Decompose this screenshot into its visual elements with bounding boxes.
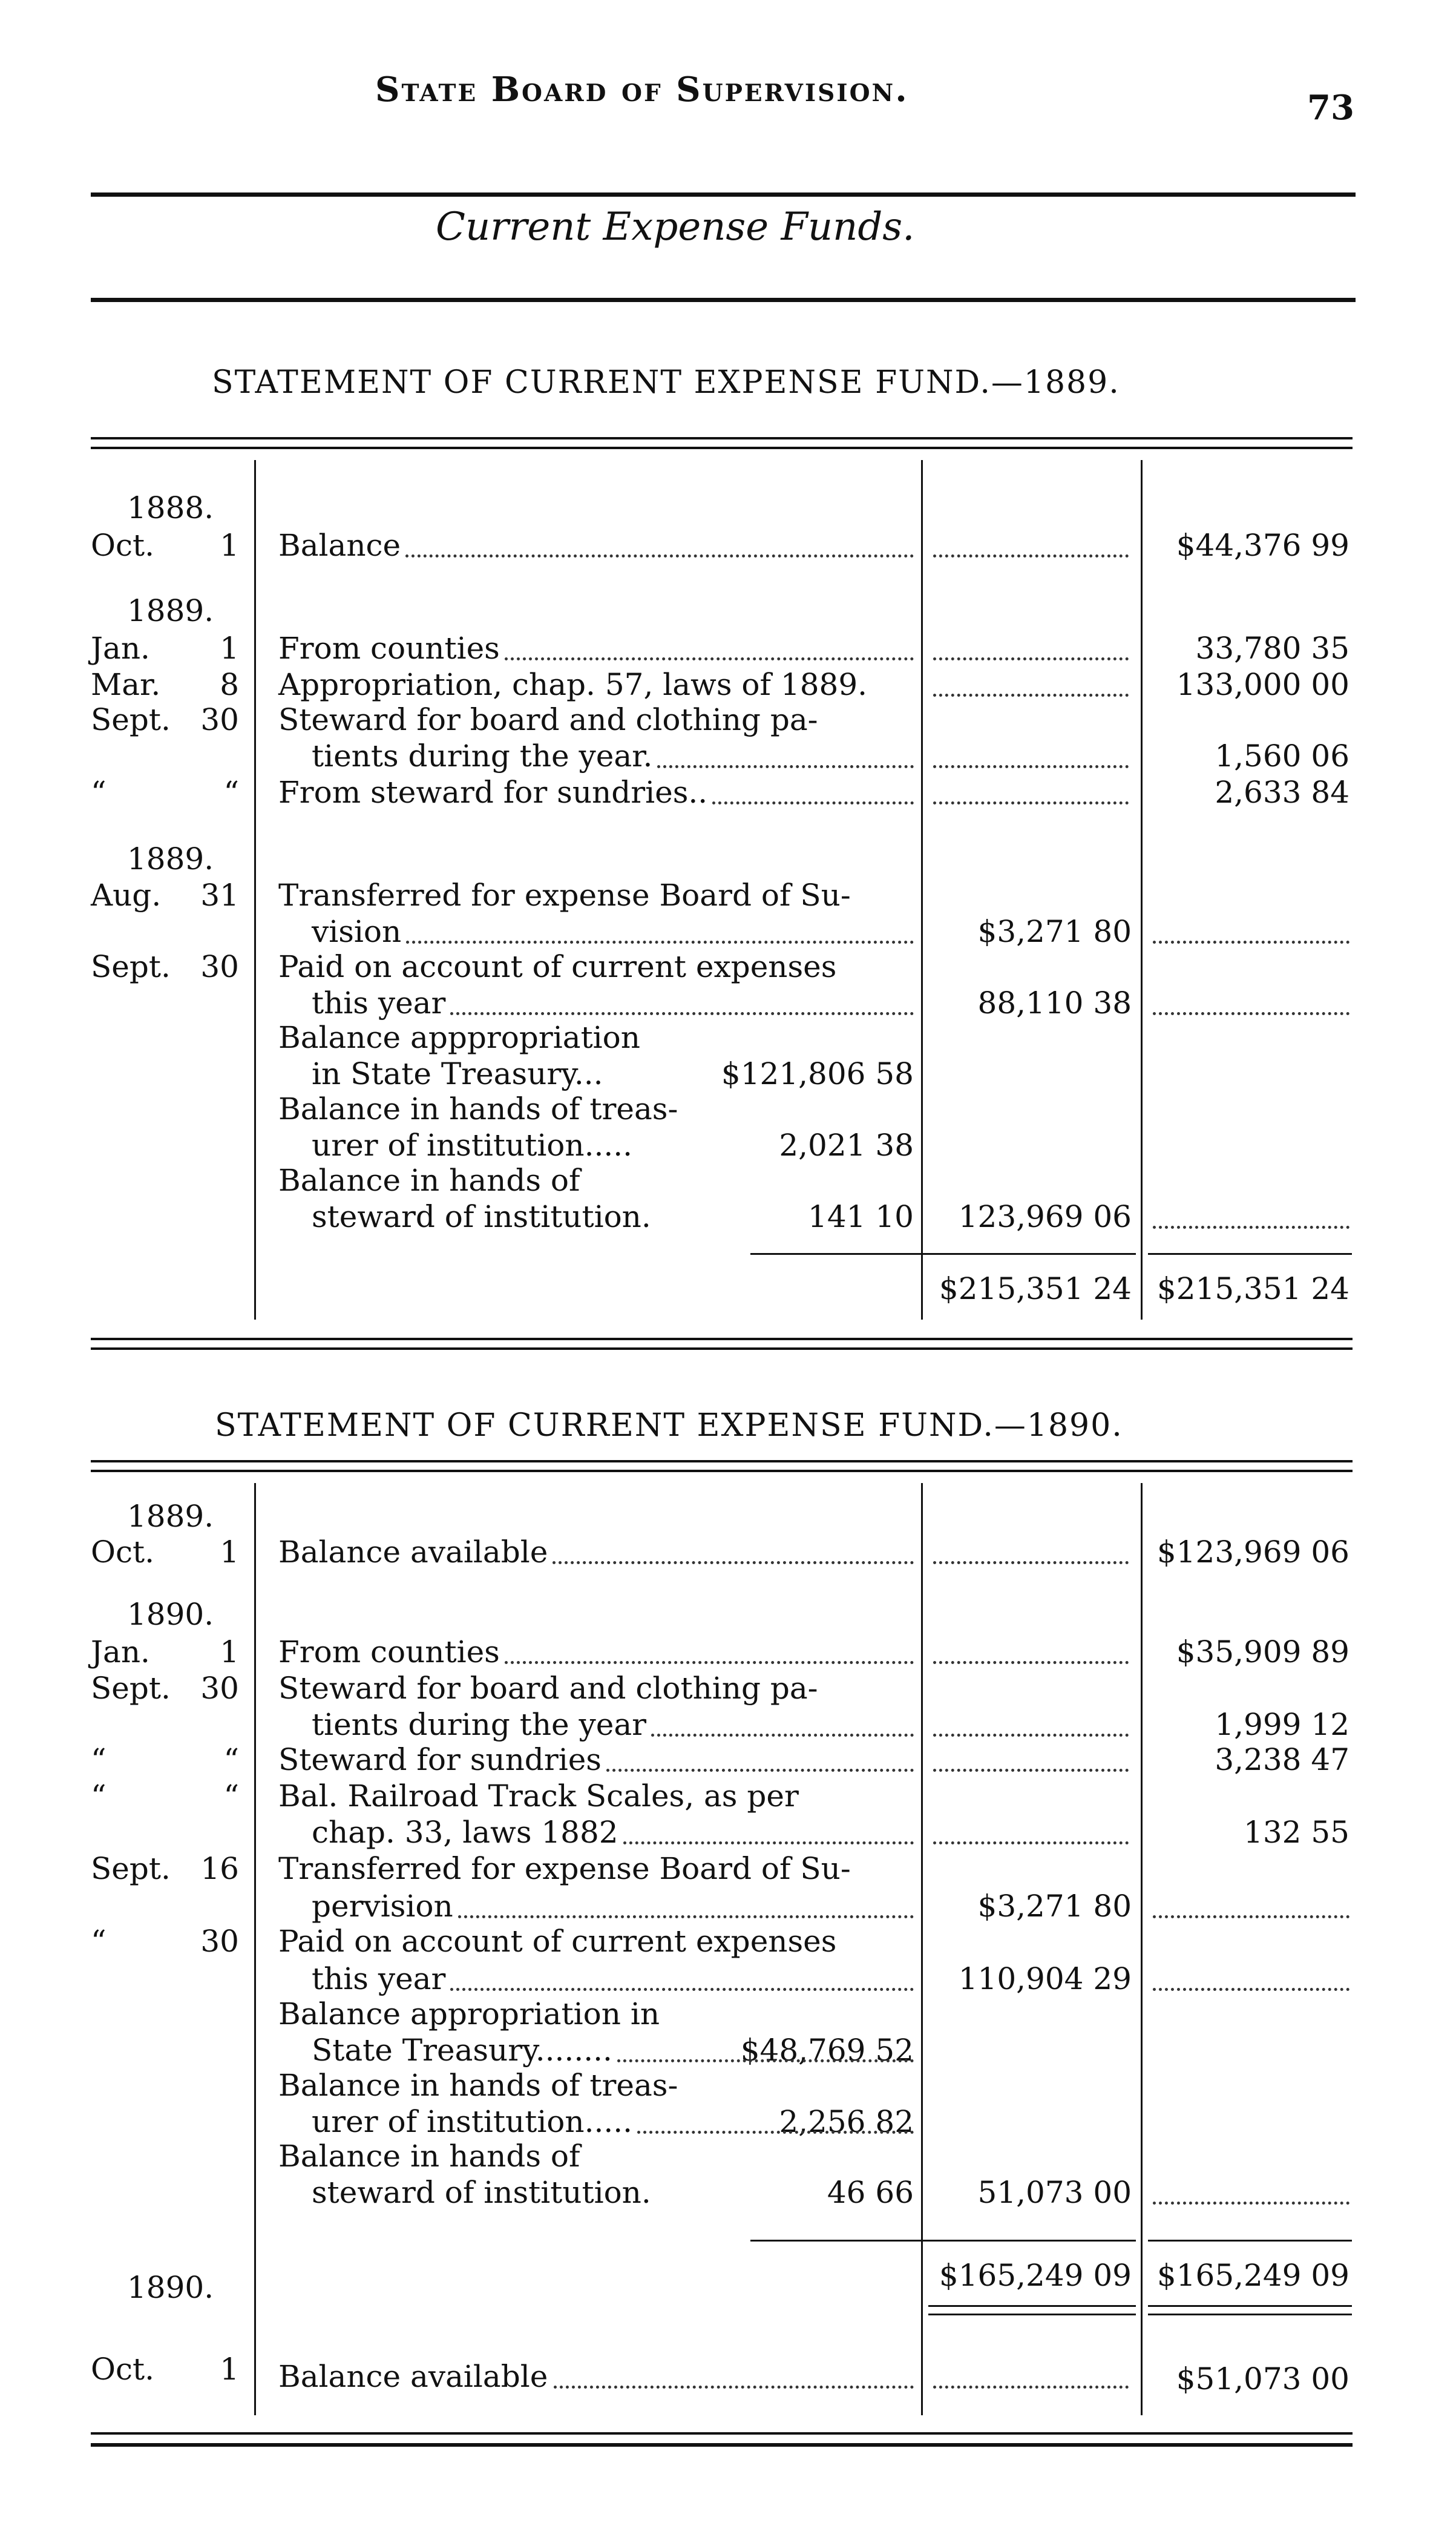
column-rule xyxy=(1141,1483,1143,2415)
statement-1890-rule-bottom-2 xyxy=(91,2443,1353,2447)
leader-dots xyxy=(933,1734,1129,1737)
date-day: “ xyxy=(223,775,239,810)
amount-debit: 88,110 38 xyxy=(977,985,1132,1021)
header-rule-top xyxy=(91,192,1356,197)
date-month: 1889. xyxy=(127,1499,214,1534)
date-month: Mar. xyxy=(91,667,161,702)
statement-1889-rule-bottom-2 xyxy=(91,1347,1353,1350)
total-debit: $165,249 09 xyxy=(939,2258,1132,2293)
leader-dots xyxy=(406,941,914,944)
statement-1889-rule-top-2 xyxy=(91,447,1353,449)
leader-dots xyxy=(1153,1915,1349,1918)
total-credit: $215,351 24 xyxy=(1156,1271,1349,1306)
column-rule xyxy=(254,460,256,1320)
leader-dots xyxy=(1153,1226,1349,1229)
leader-dots xyxy=(1153,2202,1349,2205)
amount-detail: 2,021 38 xyxy=(779,1128,914,1163)
leader-dots xyxy=(933,765,1129,768)
entry-description: steward of institution. xyxy=(312,2175,651,2210)
sum-rule xyxy=(928,2240,1136,2242)
leader-dots xyxy=(933,554,1129,558)
entry-description: urer of institution..... xyxy=(312,1128,633,1163)
total-double-rule xyxy=(1148,2314,1352,2315)
amount-credit: 33,780 35 xyxy=(1195,631,1349,666)
statement-1890-rule-top-1 xyxy=(91,1460,1353,1462)
amount-credit: $44,376 99 xyxy=(1176,528,1349,563)
amount-debit: 110,904 29 xyxy=(958,1961,1132,1996)
date-month: “ xyxy=(91,1924,107,1959)
leader-dots xyxy=(450,1988,914,1991)
sum-rule xyxy=(1148,2240,1352,2242)
entry-description: Balance in hands of xyxy=(278,2139,580,2174)
page-number: 73 xyxy=(1307,88,1354,128)
leader-dots xyxy=(617,2059,914,2062)
leader-dots xyxy=(450,1012,914,1015)
amount-credit: 133,000 00 xyxy=(1176,667,1349,702)
entry-description: Balance in hands of xyxy=(278,1163,580,1198)
date-month: 1888. xyxy=(127,490,214,525)
running-title: State Board of Supervision. xyxy=(375,70,909,110)
entry-description: vision xyxy=(312,914,402,949)
date-month: Sept. xyxy=(91,1671,171,1706)
column-rule xyxy=(254,1483,256,2415)
sum-rule xyxy=(928,1253,1136,1255)
date-day: “ xyxy=(223,1778,239,1814)
leader-dots xyxy=(553,1561,914,1564)
amount-credit: $123,969 06 xyxy=(1156,1535,1349,1570)
date-day: 1 xyxy=(220,528,239,563)
date-month: Jan. xyxy=(91,631,150,666)
amount-credit: 1,560 06 xyxy=(1215,738,1349,774)
date-month: Sept. xyxy=(91,702,171,737)
amount-credit: 1,999 12 xyxy=(1215,1707,1349,1742)
date-day: 30 xyxy=(200,1671,239,1706)
leader-dots xyxy=(637,2131,914,2134)
entry-description: Balance available xyxy=(278,1535,548,1570)
date-day: “ xyxy=(223,1742,239,1777)
entry-description: Balance xyxy=(278,528,401,563)
amount-credit: 3,238 47 xyxy=(1215,1742,1349,1777)
total-double-rule xyxy=(928,2314,1136,2315)
date-day: 30 xyxy=(200,702,239,737)
amount-debit: 51,073 00 xyxy=(977,2175,1132,2210)
entry-description: Steward for sundries xyxy=(278,1742,602,1777)
statement-1889-table xyxy=(91,460,1353,1320)
statement-1889-rule-top-1 xyxy=(91,437,1353,439)
amount-detail: $121,806 58 xyxy=(721,1056,914,1091)
entry-description: this year xyxy=(312,985,446,1021)
date-month: “ xyxy=(91,1742,107,1777)
entry-description: Paid on account of current expenses xyxy=(278,949,837,984)
entry-description: Transferred for expense Board of Su- xyxy=(278,878,851,913)
sum-rule xyxy=(750,2240,932,2242)
statement-1889-title: STATEMENT OF CURRENT EXPENSE FUND.—1889. xyxy=(212,364,1120,401)
leader-dots xyxy=(933,657,1129,660)
date-month: Oct. xyxy=(91,2352,154,2387)
leader-dots xyxy=(933,694,1129,697)
statement-1890-rule-bottom-1 xyxy=(91,2432,1353,2435)
date-day: 1 xyxy=(220,1535,239,1570)
amount-debit: 123,969 06 xyxy=(958,1199,1132,1234)
date-month: Sept. xyxy=(91,1851,171,1886)
entry-description: pervision xyxy=(312,1889,453,1924)
leader-dots xyxy=(933,1661,1129,1664)
amount-debit: $3,271 80 xyxy=(977,1889,1132,1924)
total-debit: $215,351 24 xyxy=(939,1271,1132,1306)
date-month: Jan. xyxy=(91,1634,150,1669)
entry-description: Balance available xyxy=(278,2359,548,2394)
leader-dots xyxy=(933,1561,1129,1564)
date-day: 1 xyxy=(220,1634,239,1669)
leader-dots xyxy=(933,2386,1129,2389)
amount-detail: 2,256 82 xyxy=(779,2104,914,2139)
date-month: Sept. xyxy=(91,949,171,984)
entry-description: tients during the year. xyxy=(312,738,653,774)
date-month: Aug. xyxy=(91,878,162,913)
entry-description: steward of institution. xyxy=(312,1199,651,1234)
entry-description: From steward for sundries.. xyxy=(278,775,708,810)
leader-dots xyxy=(623,1841,914,1844)
entry-description: Appropriation, chap. 57, laws of 1889. xyxy=(278,667,868,702)
date-month: “ xyxy=(91,1778,107,1814)
leader-dots xyxy=(933,1841,1129,1844)
sum-rule xyxy=(750,1253,932,1255)
leader-dots xyxy=(657,765,914,768)
date-month: 1890. xyxy=(127,1597,214,1632)
entry-description: Paid on account of current expenses xyxy=(278,1924,837,1959)
leader-dots xyxy=(505,1661,914,1664)
statement-1889-rule-bottom-1 xyxy=(91,1338,1353,1340)
entry-description: From counties xyxy=(278,1634,500,1669)
amount-credit: 2,633 84 xyxy=(1215,775,1349,810)
entry-description: chap. 33, laws 1882 xyxy=(312,1815,618,1850)
amount-credit: $35,909 89 xyxy=(1176,1634,1349,1669)
column-rule xyxy=(921,460,923,1320)
amount-detail: $48,769 52 xyxy=(740,2033,914,2068)
entry-description: Steward for board and clothing pa- xyxy=(278,1671,818,1706)
date-day: 1 xyxy=(220,2352,239,2387)
date-day: 8 xyxy=(220,667,239,702)
amount-detail: 141 10 xyxy=(808,1199,914,1234)
leader-dots xyxy=(405,554,914,558)
entry-description: Balance in hands of treas- xyxy=(278,2068,678,2103)
entry-description: Transferred for expense Board of Su- xyxy=(278,1851,851,1886)
header-rule-bottom xyxy=(91,298,1356,302)
leader-dots xyxy=(1153,1988,1349,1991)
leader-dots xyxy=(933,801,1129,804)
entry-description: Balance appropriation in xyxy=(278,1996,660,2031)
total-double-rule xyxy=(1148,2305,1352,2307)
column-rule xyxy=(1141,460,1143,1320)
entry-description: urer of institution..... xyxy=(312,2104,633,2139)
statement-1890-table xyxy=(91,1483,1353,2415)
section-title: Current Expense Funds. xyxy=(436,205,915,249)
date-month: Oct. xyxy=(91,528,154,563)
date-year: 1890. xyxy=(127,2270,214,2305)
statement-1890-title: STATEMENT OF CURRENT EXPENSE FUND.—1890. xyxy=(215,1407,1123,1444)
date-day: 1 xyxy=(220,631,239,666)
leader-dots xyxy=(712,801,914,804)
amount-debit: $3,271 80 xyxy=(977,914,1132,949)
entry-description: Steward for board and clothing pa- xyxy=(278,702,818,737)
leader-dots xyxy=(1153,941,1349,944)
sum-rule xyxy=(1148,1253,1352,1255)
leader-dots xyxy=(505,657,914,660)
leader-dots xyxy=(458,1915,914,1918)
entry-description: Bal. Railroad Track Scales, as per xyxy=(278,1778,799,1814)
date-month: Oct. xyxy=(91,1535,154,1570)
amount-detail: 46 66 xyxy=(827,2175,914,2210)
leader-dots xyxy=(651,1734,914,1737)
entry-description: this year xyxy=(312,1961,446,1996)
total-double-rule xyxy=(928,2305,1136,2307)
leader-dots xyxy=(933,1769,1129,1772)
entry-description: Balance apppropriation xyxy=(278,1020,640,1055)
amount-credit: $51,073 00 xyxy=(1176,2361,1349,2396)
leader-dots xyxy=(1153,1012,1349,1015)
entry-description: From counties xyxy=(278,631,500,666)
date-day: 30 xyxy=(200,1924,239,1959)
entry-description: in State Treasury... xyxy=(312,1056,603,1091)
date-day: 30 xyxy=(200,949,239,984)
date-month: 1889. xyxy=(127,593,214,628)
date-month: “ xyxy=(91,775,107,810)
entry-description: Balance in hands of treas- xyxy=(278,1091,678,1127)
leader-dots xyxy=(606,1769,914,1772)
total-credit: $165,249 09 xyxy=(1156,2258,1349,2293)
date-day: 31 xyxy=(200,878,239,913)
leader-dots xyxy=(554,2386,914,2389)
statement-1890-rule-top-2 xyxy=(91,1470,1353,1472)
entry-description: tients during the year xyxy=(312,1707,647,1742)
amount-credit: 132 55 xyxy=(1244,1815,1349,1850)
date-day: 16 xyxy=(200,1851,239,1886)
entry-description: State Treasury........ xyxy=(312,2033,612,2068)
date-month: 1889. xyxy=(127,841,214,877)
